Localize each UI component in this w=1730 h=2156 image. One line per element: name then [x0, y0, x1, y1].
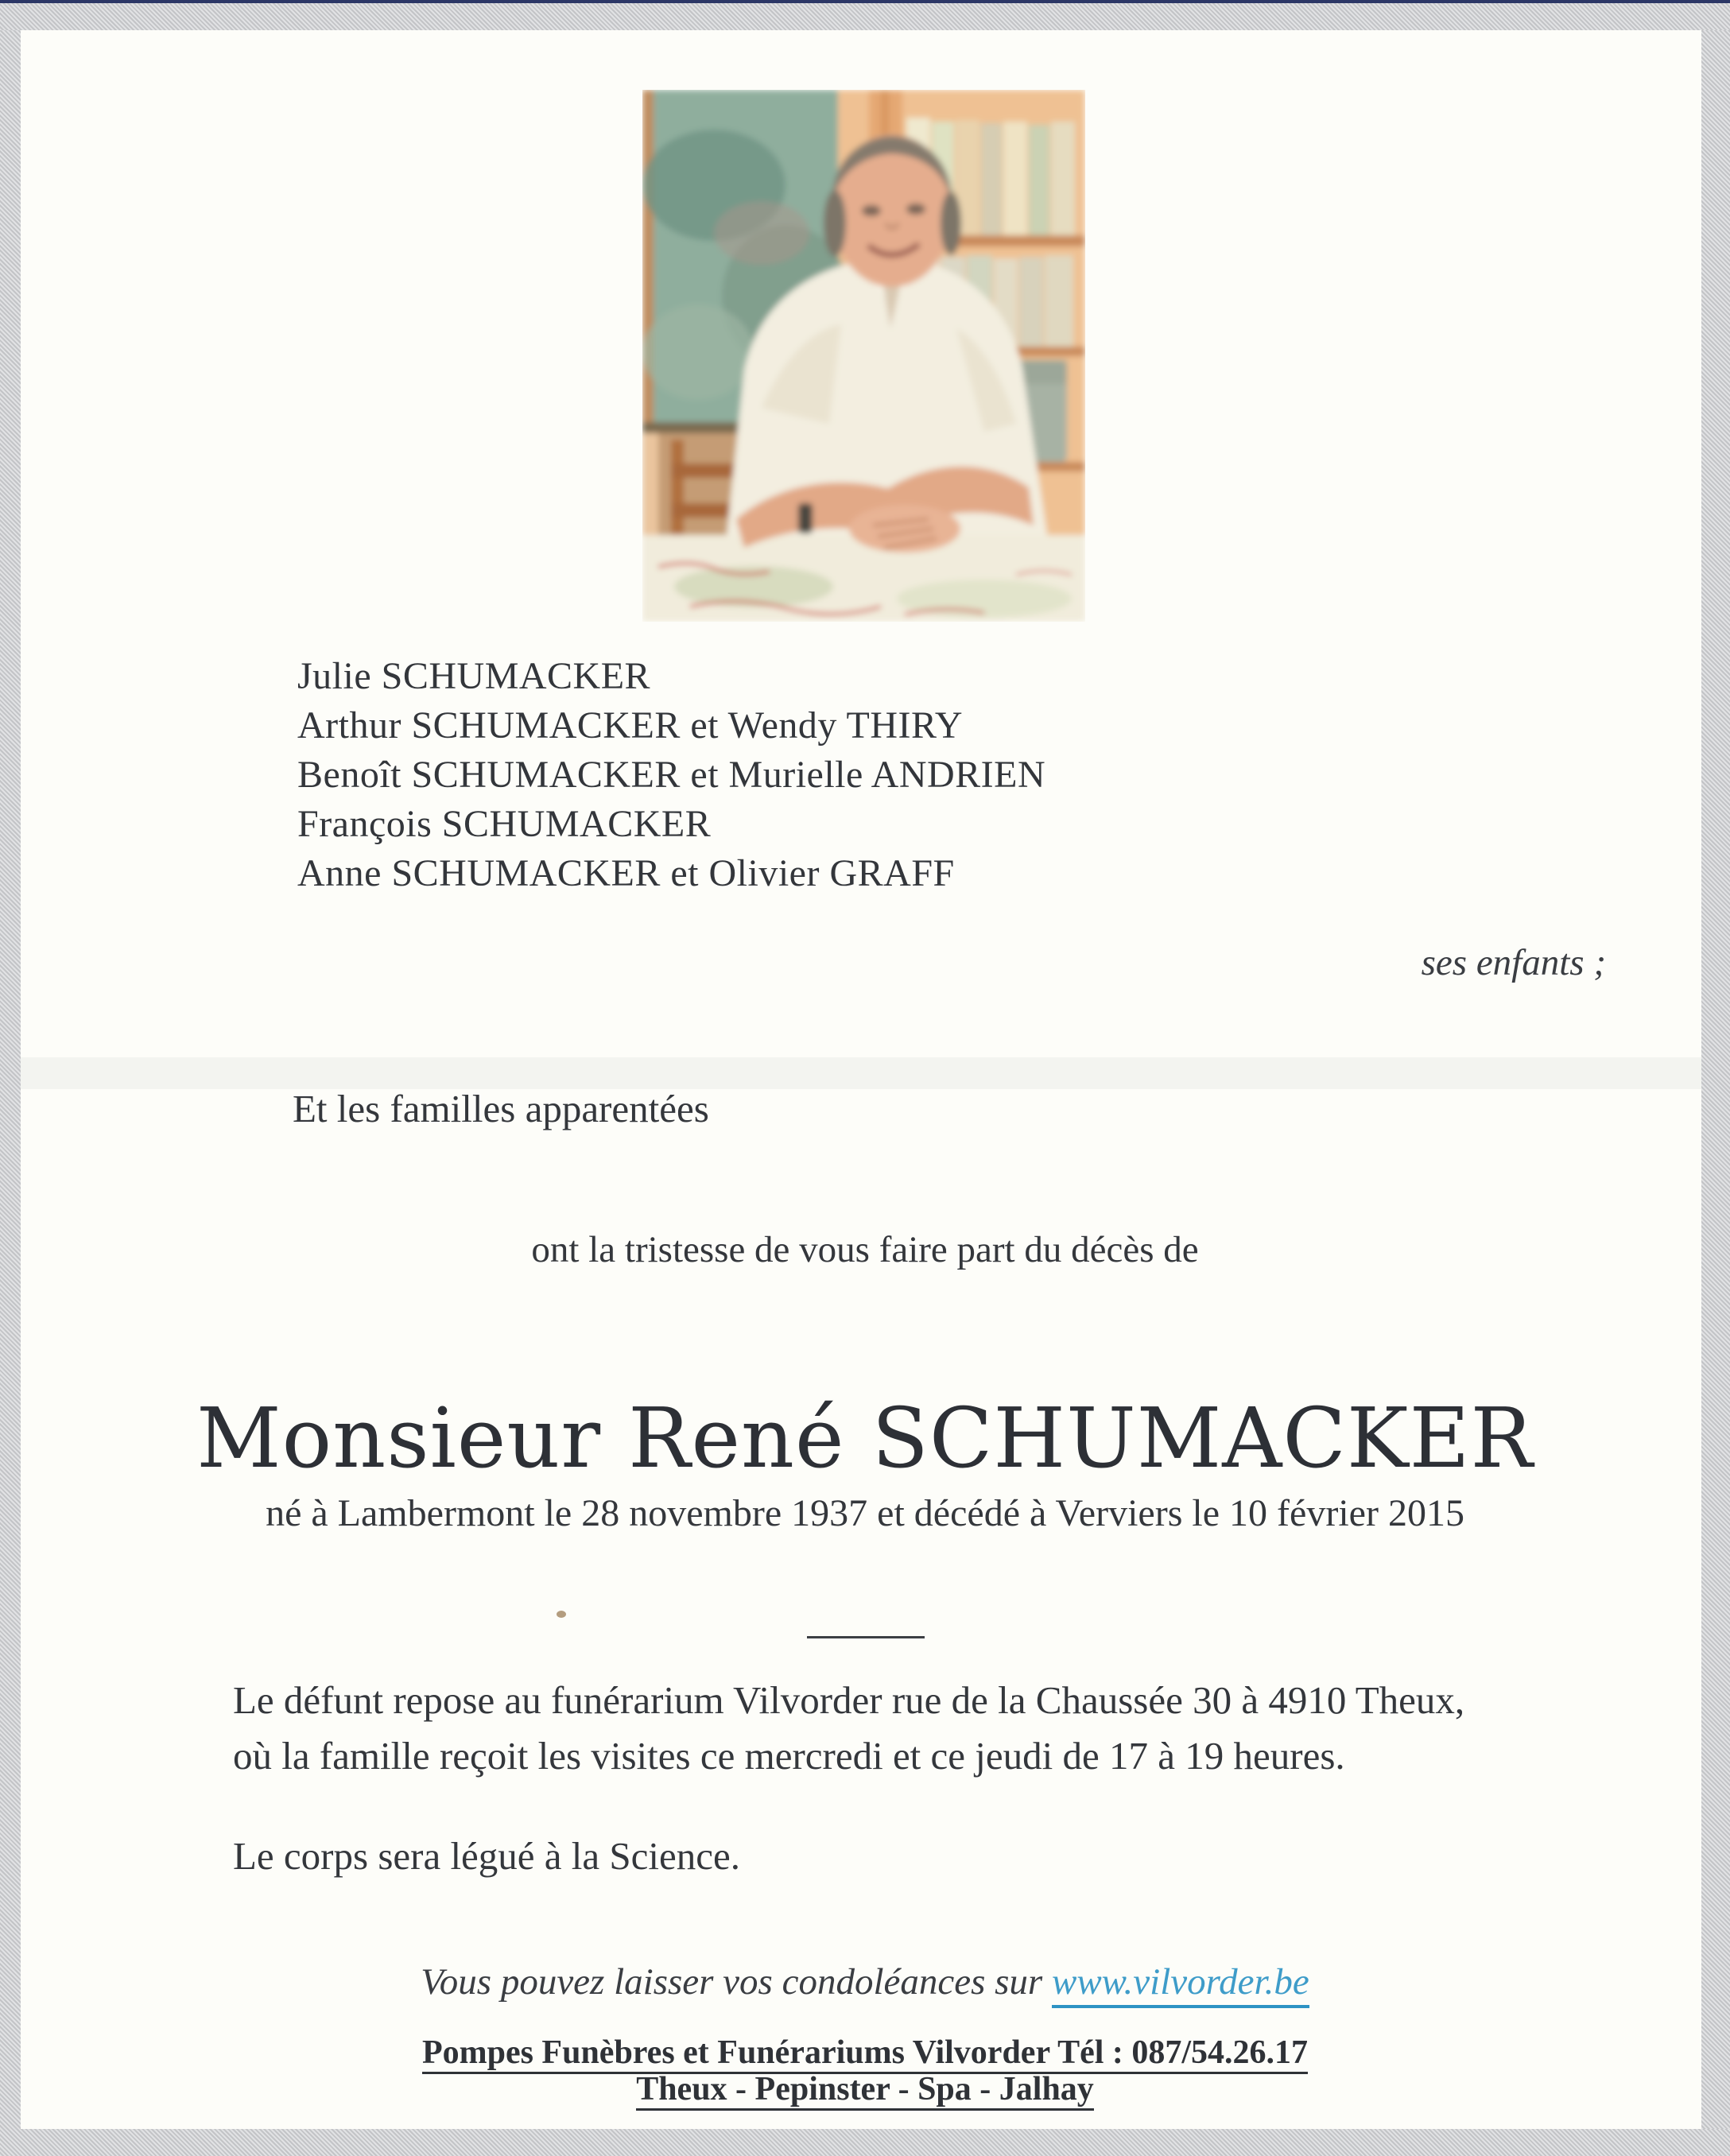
- funeral-home-cities: [0, 2070, 1730, 2111]
- separator-rule: [807, 1636, 925, 1638]
- family-name-line: Arthur SCHUMACKER et Wendy THIRY: [297, 704, 964, 746]
- deceased-name-title: Monsieur René SCHUMACKER: [196, 1390, 1534, 1487]
- condolences-text: Vous pouvez laisser vos condoléances sur: [421, 1961, 1052, 2003]
- scan-streak: [21, 1057, 1701, 1089]
- scan-edge-right: [1701, 30, 1730, 2129]
- repose-line: Le défunt repose au funérarium Vilvorder rue de la Chaussée 30 à 4910 Theux,: [233, 1678, 1465, 1722]
- family-name-line: Anne SCHUMACKER et Olivier GRAFF: [297, 852, 955, 894]
- deceased-photo: [642, 90, 1085, 622]
- family-name-line: Julie SCHUMACKER: [297, 655, 651, 697]
- repose-paragraph: [233, 1673, 1464, 1784]
- family-name-line: François SCHUMACKER: [297, 803, 712, 845]
- announcement-line: ont la tristesse de vous faire part du décès de: [531, 1229, 1199, 1270]
- condolences-website-link[interactable]: www.vilvorder.be: [1052, 1961, 1309, 2008]
- deceased-photo-image: [642, 90, 1085, 622]
- scan-edge-left: [0, 30, 21, 2129]
- funeral-home-text: Pompes Funèbres et Funérariums Vilvorder Tél : 087/54.26.17: [422, 2035, 1308, 2074]
- family-name-line: Benoît SCHUMACKER et Murielle ANDRIEN: [297, 754, 1046, 796]
- condolences-line: [0, 1960, 1730, 2003]
- science-line: Le corps sera légué à la Science.: [233, 1834, 741, 1878]
- funeral-home-line: [0, 2034, 1730, 2074]
- birth-death-line: né à Lambermont le 28 novembre 1937 et décédé à Verviers le 10 février 2015: [266, 1492, 1464, 1534]
- scan-edge-top: [0, 3, 1730, 30]
- ink-speck: [557, 1611, 566, 1618]
- funeral-home-cities-text: Theux - Pepinster - Spa - Jalhay: [636, 2072, 1094, 2111]
- scan-edge-bottom: [0, 2129, 1730, 2156]
- repose-line: où la famille reçoit les visites ce mercredi et ce jeudi de 17 à 19 heures.: [233, 1734, 1345, 1778]
- related-families-line: Et les familles apparentées: [293, 1087, 709, 1130]
- relation-note: ses enfants ;: [1421, 942, 1606, 983]
- family-names-list: [297, 652, 1045, 898]
